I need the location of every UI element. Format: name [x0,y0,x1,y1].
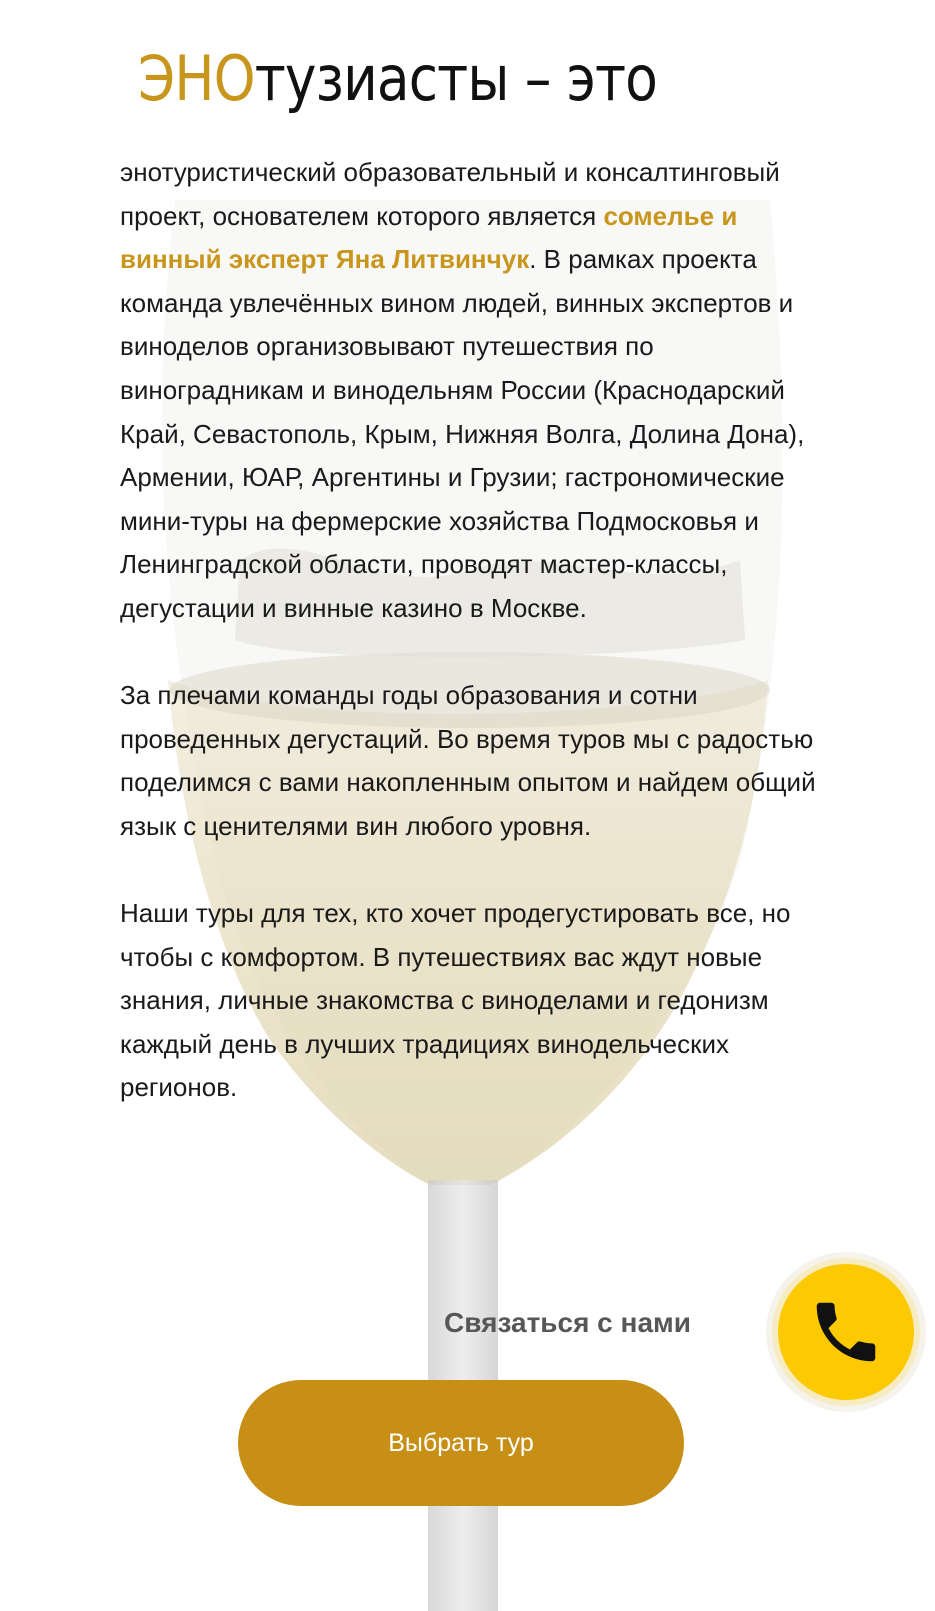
phone-icon [807,1293,885,1371]
contact-us-link[interactable]: Связаться с нами [444,1307,691,1338]
about-paragraph-1-start: энотуристический образовательный и консалтинговый проект, основателем которого является [120,157,780,231]
choose-tour-button[interactable]: Выбрать тур [238,1380,684,1506]
founder-highlight: сомелье и винный эксперт Яна Литвинчук [120,200,738,275]
about-paragraph-3: Наши туры для тех, кто хочет продегустировать все, но чтобы с комфортом. В путешествиях вас ждут новые знания, личные знакомства с виноделами и гедонизм каждый день в лучших традициях винодельческих регионов. [120,898,791,1103]
about-text [120,151,820,1110]
title-rest: тузиасты – это [254,42,657,115]
call-widget-button[interactable] [778,1264,914,1400]
title-accent: ЭНО [138,42,255,115]
section-title [138,42,657,116]
about-paragraph-1 [120,151,820,631]
about-paragraph-1-end: . В рамках проекта команда увлечённых вином людей, винных экспертов и виноделов организовывают путешествия по виноградникам и винодельням России (Краснодарский Край, Севастополь, Крым, Нижняя Волга, Долина Дона), Армении, ЮАР, Аргентины и Грузии; гастрономические мини-туры на фермерские хозяйства Подмосковья и Ленинградской области, проводят мастер-классы, дегустации и винные казино в Москве. [120,244,805,623]
about-paragraph-2: За плечами команды годы образования и сотни проведенных дегустаций. Во время туров мы с радостью поделимся с вами накопленным опытом и найдем общий язык с ценителями вин любого уровня. [120,680,816,841]
